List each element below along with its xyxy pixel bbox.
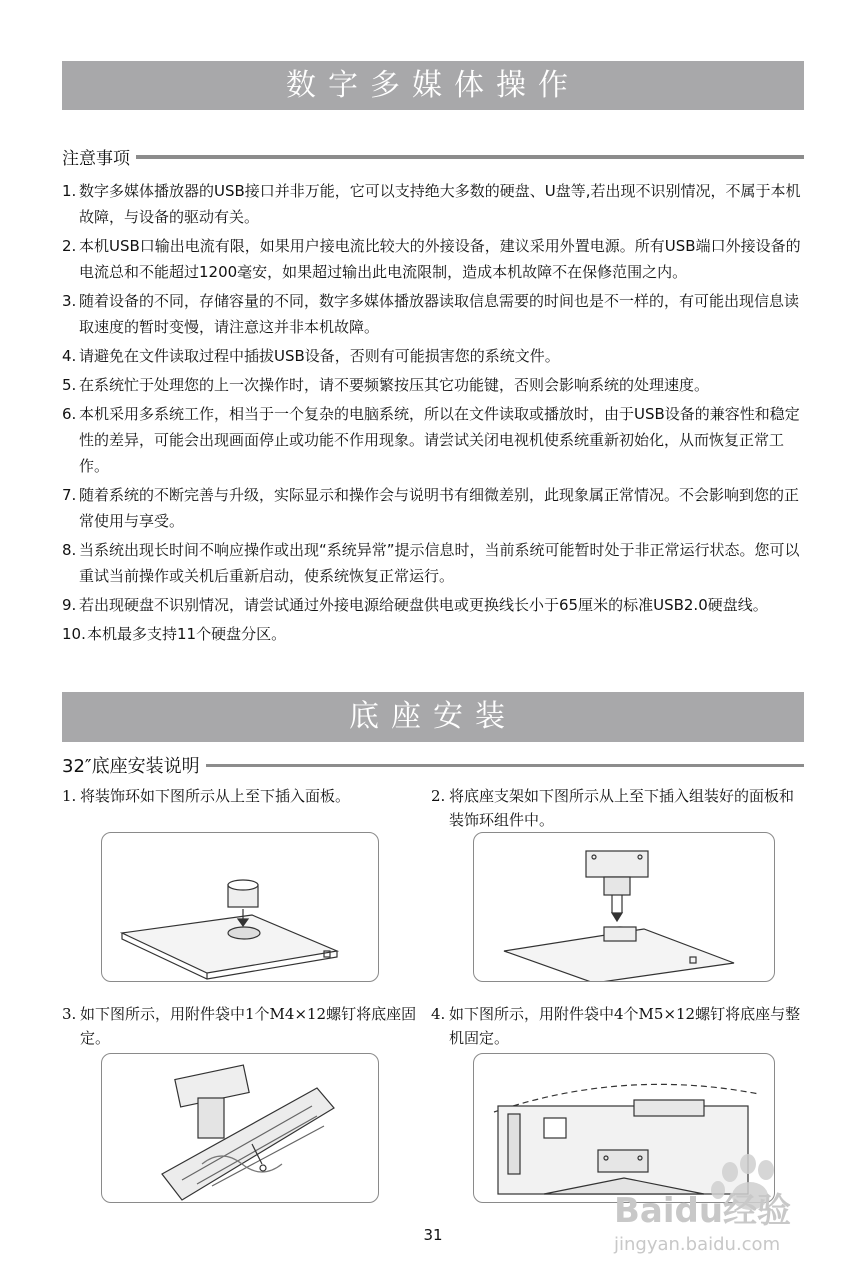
step-number: 3.	[62, 1005, 77, 1023]
watermark-brand: Baidu经验	[614, 1191, 792, 1231]
list-item	[62, 372, 806, 398]
list-item	[62, 233, 806, 285]
item-text: 请避免在文件读取过程中插拔USB设备，否则有可能损害您的系统文件。	[79, 347, 560, 365]
item-number: 8.	[62, 541, 77, 559]
item-number: 7.	[62, 486, 77, 504]
list-item	[62, 343, 806, 369]
item-text: 本机采用多系统工作，相当于一个复杂的电脑系统，所以在文件读取或播放时，由于USB设备的兼容性和稳定性的差异，可能会出现画面停止或功能不作用现象。请尝试关闭电视机使系统重新初始化，从而恢复正常工作。	[79, 405, 800, 475]
watermark-url: jingyan.baidu.com	[614, 1234, 781, 1255]
item-text: 当系统出现长时间不响应操作或出现“系统异常”提示信息时，当前系统可能暂时处于非正常运行状态。您可以重试当前操作或关机后重新启动，使系统恢复正常运行。	[79, 541, 800, 585]
list-item	[62, 482, 806, 534]
notice-heading-label: 注意事项	[62, 149, 130, 169]
item-text: 在系统忙于处理您的上一次操作时，请不要频繁按压其它功能键，否则会影响系统的处理速度。	[79, 376, 710, 394]
section-title-multimedia: 数字多媒体操作	[62, 61, 804, 110]
item-text: 本机最多支持11个硬盘分区。	[87, 625, 287, 643]
list-item	[62, 592, 806, 618]
heading-rule	[206, 764, 804, 767]
notice-heading	[62, 144, 804, 169]
step-text: 如下图所示，用附件袋中4个M5×12螺钉将底座与整机固定。	[449, 1005, 801, 1047]
install-step-3	[62, 1002, 418, 1050]
item-number: 10.	[62, 625, 86, 643]
install-step-1	[62, 784, 402, 808]
list-item	[62, 537, 806, 589]
item-number: 4.	[62, 347, 77, 365]
item-number: 6.	[62, 405, 77, 423]
list-item	[62, 288, 806, 340]
step-number: 1.	[62, 787, 77, 805]
item-text: 若出现硬盘不识别情况，请尝试通过外接电源给硬盘供电或更换线长小于65厘米的标准USB2.0硬盘线。	[79, 596, 768, 614]
stand-subheading-label: 32″底座安装说明	[62, 756, 200, 777]
watermark	[610, 1150, 850, 1260]
item-number: 3.	[62, 292, 77, 310]
install-step-2	[431, 784, 803, 832]
item-text: 随着设备的不同，存储容量的不同，数字多媒体播放器读取信息需要的时间也是不一样的，有可能出现信息读取速度的暂时变慢，请注意这并非本机故障。	[79, 292, 800, 336]
step-text: 将底座支架如下图所示从上至下插入组装好的面板和装饰环组件中。	[449, 787, 795, 829]
page-number: 31	[423, 1226, 443, 1244]
item-number: 5.	[62, 376, 77, 394]
item-number: 9.	[62, 596, 77, 614]
section-title-stand-install: 底座安装	[62, 692, 804, 742]
notice-list	[62, 178, 806, 650]
stand-subheading	[62, 752, 804, 778]
step-number: 4.	[431, 1005, 446, 1023]
list-item	[62, 178, 806, 230]
list-item	[62, 401, 806, 479]
figure-ring-into-base	[101, 832, 379, 982]
item-number: 2.	[62, 237, 77, 255]
step-text: 将装饰环如下图所示从上至下插入面板。	[80, 787, 351, 805]
baidu-paw-icon	[610, 1150, 850, 1260]
list-item	[62, 621, 806, 647]
heading-rule	[136, 155, 804, 159]
item-text: 随着系统的不断完善与升级，实际显示和操作会与说明书有细微差别，此现象属正常情况。不会影响到您的正常使用与享受。	[79, 486, 800, 530]
figure-screw-base	[101, 1053, 379, 1203]
figure-bracket-into-assembly	[473, 832, 775, 982]
item-text: 本机USB口输出电流有限，如果用户接电流比较大的外接设备，建议采用外置电源。所有USB端口外接设备的电流总和不能超过1200毫安，如果超过输出此电流限制，造成本机故障不在保修范围之内。	[79, 237, 801, 281]
step-number: 2.	[431, 787, 446, 805]
step-text: 如下图所示，用附件袋中1个M4×12螺钉将底座固定。	[80, 1005, 417, 1047]
install-step-4	[431, 1002, 807, 1050]
item-number: 1.	[62, 182, 77, 200]
item-text: 数字多媒体播放器的USB接口并非万能，它可以支持绝大多数的硬盘、U盘等,若出现不识别情况，不属于本机故障，与设备的驱动有关。	[79, 182, 801, 226]
